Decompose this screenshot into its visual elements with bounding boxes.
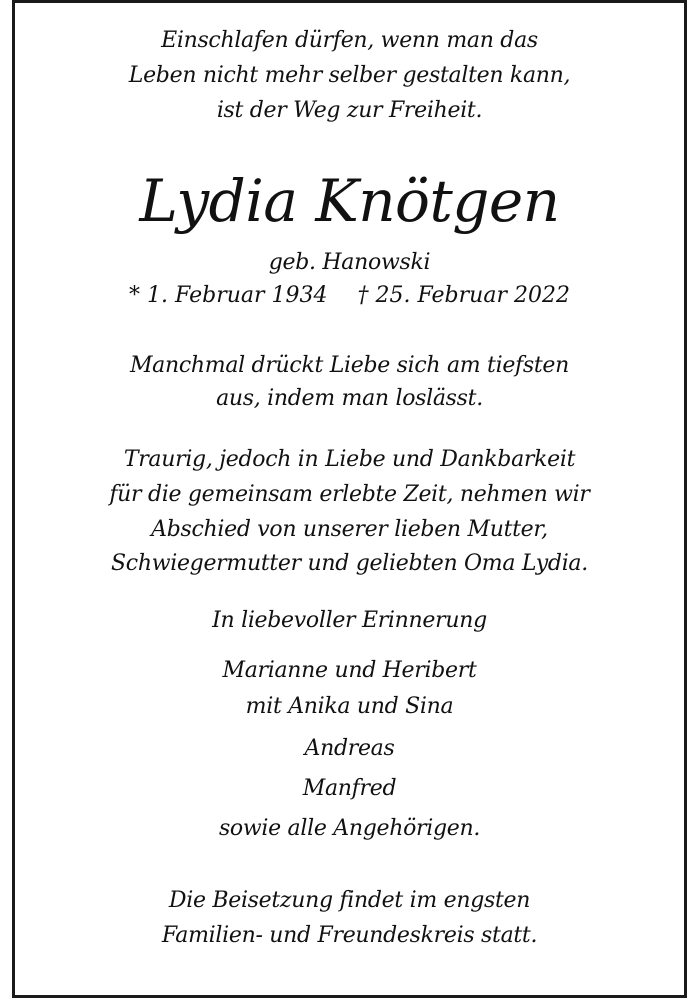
mourner-line-1: Marianne und Heribert [222,658,477,683]
message-line-1: Traurig, jedoch in Liebe und Dankbarkeit [123,447,576,472]
remembrance-line: In liebevoller Erinnerung [212,608,487,633]
birth-name: geb. Hanowski [268,250,431,275]
quote-line-2: aus, indem man loslässt. [216,386,483,411]
motto-line-3: ist der Weg zur Freiheit. [216,98,483,123]
motto-line-2: Leben nicht mehr selber gestalten kann, [128,63,571,88]
mourner-line-4: Manfred [302,776,397,801]
message-line-3: Abschied von unserer lieben Mutter, [151,517,548,542]
funeral-note-line-1: Die Beisetzung findet im engsten [168,888,531,913]
funeral-note-line-2: Familien- und Freundeskreis statt. [161,923,538,948]
mourner-line-3: Andreas [304,736,395,761]
motto-line-1: Einschlafen dürfen, wenn man das [161,28,538,53]
mourner-line-5: sowie alle Angehörigen. [218,816,481,841]
deceased-name: Lydia Knötgen [139,167,560,235]
life-dates [0,285,699,307]
quote-line-1: Manchmal drückt Liebe sich am tiefsten [129,353,570,378]
message-line-2: für die gemeinsam erlebte Zeit, nehmen wir [109,482,590,507]
message-line-4: Schwiegermutter und geliebten Oma Lydia. [111,551,588,576]
death-date: † 25. Februar 2022 [357,283,570,308]
mourner-line-2: mit Anika und Sina [245,694,454,719]
birth-date: * 1. Februar 1934 [129,283,328,308]
